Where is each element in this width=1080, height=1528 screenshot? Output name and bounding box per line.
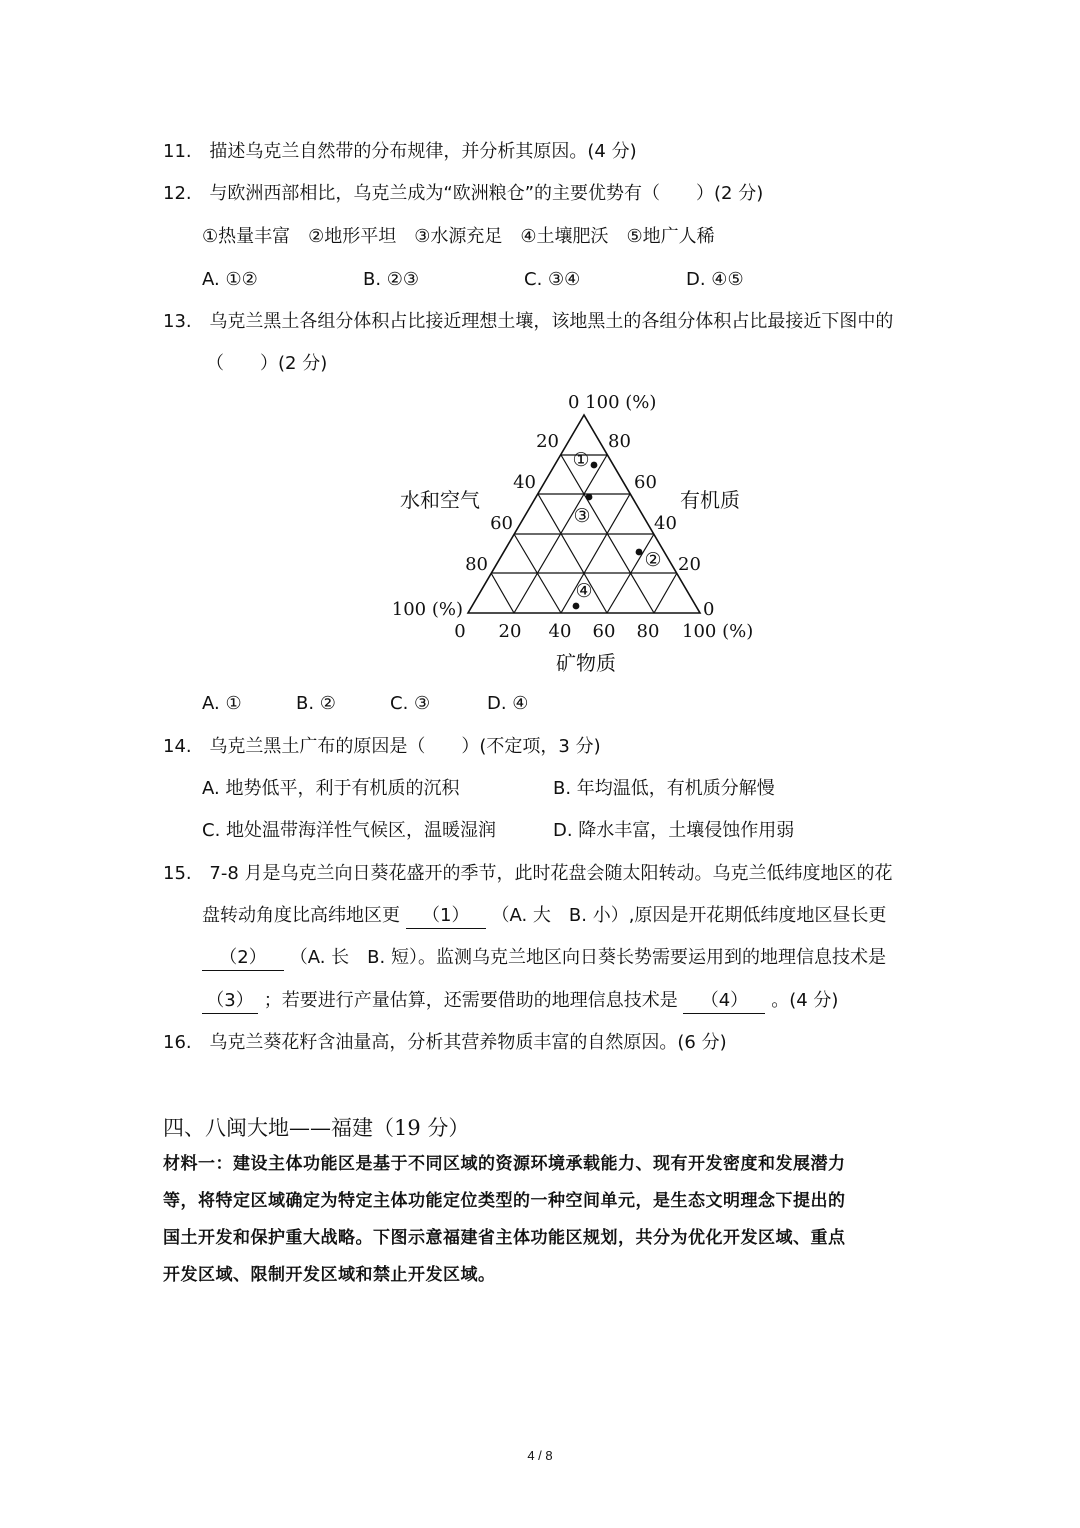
question-16 <box>163 1031 727 1055</box>
axis-label-right: 有机质 <box>680 488 740 512</box>
question-15-line-3 <box>202 946 886 971</box>
bottom-tick: 100 (%) <box>682 621 754 642</box>
blank-1[interactable]: （1） <box>406 904 486 929</box>
question-number: 12. <box>163 183 192 204</box>
left-tick: 40 <box>513 472 536 493</box>
text-segment: （A. 大 B. 小）,原因是开花期低纬度地区昼长更 <box>491 905 887 926</box>
point-1 <box>591 462 598 469</box>
section-title: 四、八闽大地——福建（19 分） <box>163 1116 470 1140</box>
marker-4: ④ <box>575 580 593 602</box>
question-text: 与欧洲西部相比，乌克兰成为“欧洲粮仓”的主要优势有（ ）(2 分) <box>209 183 764 204</box>
option-b[interactable]: B. 年均温低，有机质分解慢 <box>553 778 775 799</box>
left-tick: 20 <box>536 431 559 452</box>
option-c[interactable]: C. ③ <box>390 693 431 714</box>
left-tick: 80 <box>465 554 488 575</box>
question-text: 乌克兰黑土各组分体积占比接近理想土壤，该地黑土的各组分体积占比最接近下图中的 <box>209 311 894 332</box>
question-text: 描述乌克兰自然带的分布规律，并分析其原因。(4 分) <box>209 141 637 162</box>
question-15 <box>163 862 893 886</box>
question-11 <box>163 140 637 164</box>
right-tick: 20 <box>678 554 701 575</box>
marker-3: ③ <box>573 505 591 527</box>
question-text: 乌克兰黑土广布的原因是（ ）(不定项，3 分) <box>209 736 601 757</box>
blank-3[interactable]: （3） <box>202 989 258 1014</box>
axis-label-bottom: 矿物质 <box>556 651 616 675</box>
option-c[interactable]: C. 地处温带海洋性气候区，温暖湿润 <box>202 820 497 841</box>
question-number: 15. <box>163 863 192 884</box>
right-tick: 80 <box>608 431 631 452</box>
factor-list: ①热量丰富 ②地形平坦 ③水源充足 ④土壤肥沃 ⑤地广人稀 <box>202 226 715 247</box>
question-13-score: （ ）(2 分) <box>206 353 328 374</box>
question-15-line-2 <box>202 904 886 929</box>
blank-4[interactable]: （4） <box>683 989 765 1014</box>
bottom-tick: 60 <box>592 621 616 642</box>
option-d[interactable]: D. ④ <box>487 693 529 714</box>
material-line: 开发区域、限制开发区域和禁止开发区域。 <box>163 1265 496 1285</box>
bottom-tick: 20 <box>498 621 522 642</box>
question-number: 13. <box>163 311 192 332</box>
option-c[interactable]: C. ③④ <box>524 269 581 290</box>
left-tick: 60 <box>490 513 513 534</box>
page-number: 4 / 8 <box>527 1448 553 1463</box>
right-tick: 0 <box>703 599 715 620</box>
right-tick: 40 <box>654 513 677 534</box>
option-b[interactable]: B. ②③ <box>363 269 420 290</box>
question-14 <box>163 735 601 759</box>
option-d[interactable]: D. 降水丰富，土壤侵蚀作用弱 <box>553 820 795 841</box>
point-2 <box>636 549 643 556</box>
material-line: 国土开发和保护重大战略。下图示意福建省主体功能区规划，共分为优化开发区域、重点 <box>163 1228 846 1248</box>
question-number: 14. <box>163 736 192 757</box>
question-number: 16. <box>163 1032 192 1053</box>
question-text: 乌克兰葵花籽含油量高，分析其营养物质丰富的自然原因。(6 分) <box>209 1032 727 1053</box>
material-line: 材料一：建设主体功能区是基于不同区域的资源环境承载能力、现有开发密度和发展潜力 <box>163 1154 846 1174</box>
option-b[interactable]: B. ② <box>296 693 336 714</box>
blank-2[interactable]: （2） <box>202 946 284 971</box>
option-a[interactable]: A. ① <box>202 693 242 714</box>
point-3 <box>586 494 593 501</box>
point-4 <box>573 603 580 610</box>
question-15-line-4 <box>202 989 838 1014</box>
axis-label-left: 水和空气 <box>400 488 480 512</box>
marker-2: ② <box>644 549 662 571</box>
material-line: 等，将特定区域确定为特定主体功能定位类型的一种空间单元，是生态文明理念下提出的 <box>163 1191 846 1211</box>
text-segment: 盘转动角度比高纬地区更 <box>202 905 400 926</box>
question-text: 7-8 月是乌克兰向日葵花盛开的季节，此时花盘会随太阳转动。乌克兰低纬度地区的花 <box>209 863 893 884</box>
question-13 <box>163 310 893 334</box>
bottom-tick: 40 <box>548 621 572 642</box>
bottom-tick: 80 <box>636 621 660 642</box>
text-segment: 。(4 分) <box>771 990 839 1011</box>
top-tick-label: 0 100 (%) <box>568 392 657 413</box>
text-segment: ；若要进行产量估算，还需要借助的地理信息技术是 <box>263 990 678 1011</box>
text-segment: （A. 长 B. 短）。监测乌克兰地区向日葵长势需要运用到的地理信息技术是 <box>289 947 886 968</box>
option-a[interactable]: A. 地势低平，利于有机质的沉积 <box>202 778 460 799</box>
soil-ternary-diagram <box>360 385 780 685</box>
marker-1: ① <box>572 449 590 471</box>
right-tick: 60 <box>634 472 657 493</box>
left-tick: 100 (%) <box>391 599 463 620</box>
question-12 <box>163 182 763 206</box>
option-a[interactable]: A. ①② <box>202 269 258 290</box>
question-number: 11. <box>163 141 192 162</box>
bottom-tick: 0 <box>454 621 466 642</box>
option-d[interactable]: D. ④⑤ <box>686 269 744 290</box>
